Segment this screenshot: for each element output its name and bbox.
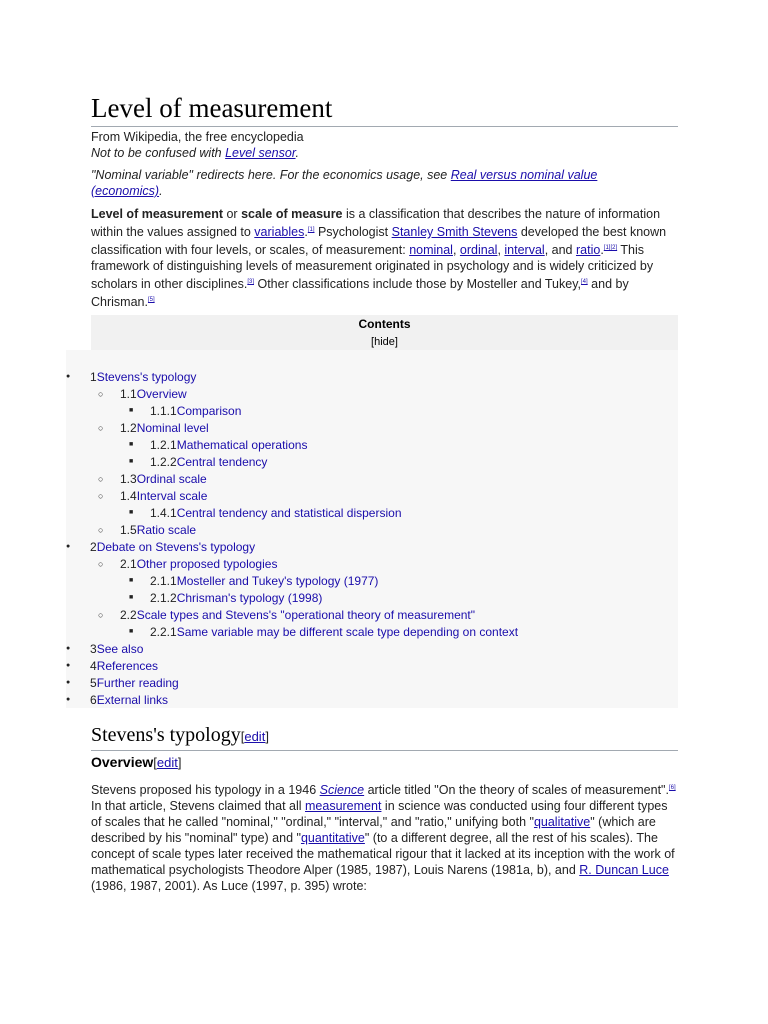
toc-number: 5 <box>90 676 97 690</box>
edit-section <box>241 729 269 744</box>
edit-link[interactable]: edit <box>156 755 178 770</box>
toc-label: Further reading <box>96 676 179 690</box>
tagline: From Wikipedia, the free encyclopedia <box>91 130 304 144</box>
toc-item[interactable] <box>120 387 187 401</box>
ordinal-link[interactable]: ordinal <box>459 243 498 257</box>
toc-item[interactable] <box>90 642 143 656</box>
toc-bullet: ○ <box>98 610 104 620</box>
text: . <box>304 225 308 239</box>
toc-number: 1.5 <box>120 523 137 537</box>
text: developed the best known classification with four levels, or scales, of measurement: <box>91 225 667 257</box>
toc-item[interactable] <box>120 472 207 486</box>
toc-title: Contents <box>358 317 411 331</box>
hatnote-text: . <box>295 146 300 160</box>
hatnote-text: . <box>159 184 163 198</box>
citation-ref[interactable]: [1] <box>307 227 315 233</box>
toc-item[interactable] <box>120 523 196 537</box>
section-heading-stevens-typology <box>91 722 678 751</box>
toc-item[interactable] <box>90 676 179 690</box>
hatnote-text: Not to be confused with <box>91 146 226 160</box>
edit-link[interactable]: edit <box>244 729 266 744</box>
citation-ref[interactable]: [6] <box>668 785 676 791</box>
bold-term: scale of measure <box>241 207 343 221</box>
text: is a classification that describes the nature of information within the values assigned to <box>91 207 661 239</box>
nominal-link[interactable]: nominal <box>409 243 453 257</box>
text: This framework of distinguishing levels of measurement originated in psychology and is widely criticized by scholars in other disciplines. <box>91 243 654 291</box>
toc-number: 2.2 <box>120 608 137 622</box>
toc-bullet: ○ <box>98 491 104 501</box>
toc-number: 1.1 <box>120 387 137 401</box>
toc-item[interactable] <box>120 608 475 622</box>
toc-bullet: ■ <box>129 509 134 516</box>
citation-ref[interactable]: [4] <box>581 279 588 285</box>
toc-bullet: ● <box>66 679 71 686</box>
science-link[interactable]: Science <box>319 783 365 797</box>
text: and by Chrisman. <box>91 277 629 309</box>
bracket: [ <box>153 755 157 770</box>
stanley-smith-stevens-link[interactable]: Stanley Smith Stevens <box>391 225 518 239</box>
toc-item[interactable] <box>120 557 277 571</box>
toc-number: 3 <box>90 642 97 656</box>
toc-label: See also <box>96 642 144 656</box>
toc-item[interactable] <box>150 455 267 469</box>
text: " (to a different degree, all the rest of his scales). The concept of scale types later received the mathematical rigour that it lacked at its inception with the work of mathematical psychologists Theodore Alper (1985, 1987), Louis Narens (1981a, b), and <box>91 831 675 877</box>
toc-bullet: ■ <box>129 441 134 448</box>
toc-item[interactable] <box>120 421 209 435</box>
toc-item[interactable] <box>150 625 518 639</box>
toc-label: Mathematical operations <box>176 438 308 452</box>
citation-ref[interactable]: [3] <box>247 279 254 285</box>
text: , <box>452 243 460 257</box>
toc-item[interactable] <box>150 591 322 605</box>
heading-text: Stevens's typology <box>91 724 241 746</box>
toc-label: Other proposed typologies <box>136 557 278 571</box>
toc-hide-toggle[interactable]: [hide] <box>371 336 398 348</box>
toc-bullet: ● <box>66 373 71 380</box>
toc-number: 1.1.1 <box>150 404 177 418</box>
toc-label: Nominal level <box>136 421 209 435</box>
measurement-link[interactable]: measurement <box>305 799 382 813</box>
quantitative-link[interactable]: quantitative <box>300 831 365 845</box>
text: . <box>600 243 604 257</box>
toc-label: Debate on Stevens's typology <box>96 540 256 554</box>
toc-label: Interval scale <box>136 489 208 503</box>
lead-paragraph <box>91 206 677 310</box>
text: Other classifications include those by Mosteller and Tukey, <box>254 277 582 291</box>
toc-bullet: ■ <box>129 407 134 414</box>
toc-label: Overview <box>136 387 187 401</box>
text: In that article, Stevens claimed that all <box>91 799 305 813</box>
text: article titled "On the theory of scales of measurement". <box>364 783 669 797</box>
toc-number: 6 <box>90 693 97 707</box>
citation-ref[interactable]: [1][2] <box>603 245 618 251</box>
toc-item[interactable] <box>120 489 207 503</box>
toc-number: 1.3 <box>120 472 137 486</box>
toc-number: 1.2.2 <box>150 455 177 469</box>
toc-label: Ordinal scale <box>136 472 207 486</box>
page-title: Level of measurement <box>91 92 678 127</box>
toc-item[interactable] <box>150 574 378 588</box>
toc-item[interactable] <box>90 540 255 554</box>
heading-text: Overview <box>91 754 154 770</box>
toc-bullet: ○ <box>98 389 104 399</box>
hatnote-text: "Nominal variable" redirects here. For the economics usage, see <box>91 168 451 182</box>
toc-number: 1.4 <box>120 489 137 503</box>
toc-item[interactable] <box>90 693 168 707</box>
edit-section <box>153 755 181 770</box>
toc-label: Ratio scale <box>136 523 197 537</box>
toc-bullet: ○ <box>98 474 104 484</box>
toc-bullet: ● <box>66 662 71 669</box>
toc-label: Chrisman's typology (1998) <box>176 591 323 605</box>
r-duncan-luce-link[interactable]: R. Duncan Luce <box>579 863 669 877</box>
text: , and <box>544 243 576 257</box>
qualitative-link[interactable]: qualitative <box>533 815 591 829</box>
ratio-link[interactable]: ratio <box>575 243 601 257</box>
toc-bullet: ● <box>66 543 71 550</box>
toc-label: Central tendency and statistical dispersion <box>176 506 402 520</box>
toc-label: Scale types and Stevens's "operational theory of measurement" <box>136 608 476 622</box>
toc-bullet: ○ <box>98 423 104 433</box>
toc-label: Central tendency <box>176 455 268 469</box>
toc-number: 1 <box>90 370 97 384</box>
toc-number: 2.2.1 <box>150 625 177 639</box>
bold-term: Level of measurement <box>91 207 223 221</box>
hatnote-not-confused <box>91 145 299 161</box>
toc-item[interactable] <box>150 506 402 520</box>
toc-label: Mosteller and Tukey's typology (1977) <box>176 574 379 588</box>
text: Psychologist <box>314 225 392 239</box>
hatnote-redirect <box>91 167 651 199</box>
toc-item[interactable] <box>90 659 158 673</box>
toc-label: Same variable may be different scale type depending on context <box>176 625 519 639</box>
toc-bullet: ○ <box>98 559 104 569</box>
toc-bullet: ■ <box>129 577 134 584</box>
toc-number: 1.4.1 <box>150 506 177 520</box>
text: , <box>497 243 505 257</box>
toc-number: 2.1.1 <box>150 574 177 588</box>
toc-label: External links <box>96 693 169 707</box>
toc-number: 2.1.2 <box>150 591 177 605</box>
bracket: ] <box>265 729 269 744</box>
real-vs-nominal-link[interactable]: Real versus nominal value (economics) <box>91 168 598 198</box>
toc-label: References <box>96 659 159 673</box>
toc-number: 2 <box>90 540 97 554</box>
overview-paragraph <box>91 780 677 894</box>
toc-item[interactable] <box>150 404 241 418</box>
level-sensor-link[interactable]: Level sensor <box>225 146 296 160</box>
toc-number: 1.2.1 <box>150 438 177 452</box>
text: in science was conducted using four different types of scales that he called "nominal," "ordinal," "interval," and "ratio," unifying both " <box>91 799 668 829</box>
toc-item[interactable] <box>90 370 196 384</box>
toc-bullet: ○ <box>98 525 104 535</box>
toc-number: 4 <box>90 659 97 673</box>
toc-bullet: ■ <box>129 628 134 635</box>
interval-link[interactable]: interval <box>504 243 545 257</box>
toc-bullet: ■ <box>129 594 134 601</box>
variables-link[interactable]: variables <box>254 225 305 239</box>
toc-item[interactable] <box>150 438 307 452</box>
toc-label: Comparison <box>176 404 242 418</box>
toc-bullet: ■ <box>129 458 134 465</box>
toc-number: 2.1 <box>120 557 137 571</box>
toc-number: 1.2 <box>120 421 137 435</box>
text: " (which are described by his "nominal" type) and " <box>91 815 656 845</box>
text: or <box>223 207 242 221</box>
bracket: [ <box>240 729 245 744</box>
toc-bullet: ● <box>66 696 71 703</box>
text: (1986, 1987, 2001). As Luce (1997, p. 395) wrote: <box>91 879 367 893</box>
toc-bullet: ● <box>66 645 71 652</box>
text: Stevens proposed his typology in a 1946 <box>91 783 320 797</box>
toc-label: Stevens's typology <box>96 370 197 384</box>
citation-ref[interactable]: [5] <box>147 297 155 303</box>
bracket: ] <box>177 755 182 770</box>
section-heading-overview <box>91 754 181 770</box>
